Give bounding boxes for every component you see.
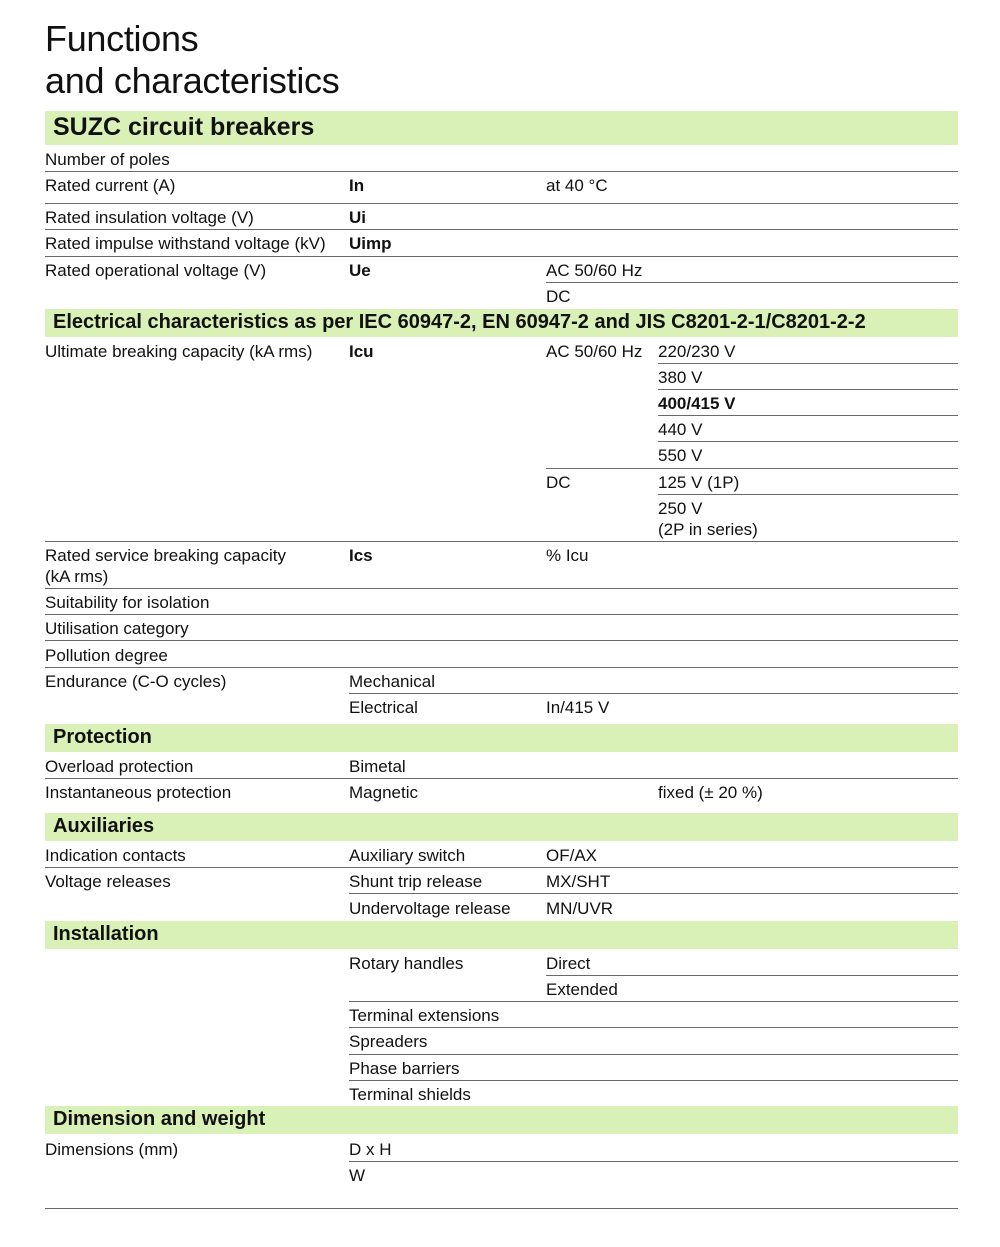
divider [349, 693, 958, 694]
divider [546, 468, 958, 469]
page-title-line1: Functions [45, 18, 199, 59]
section-title: Auxiliaries [53, 815, 155, 837]
divider [349, 1080, 958, 1081]
section-title: Installation [53, 923, 159, 945]
dimension-w: W [349, 1166, 366, 1185]
endurance-electrical: Electrical [349, 698, 418, 717]
divider [349, 1054, 958, 1055]
ue-ac: AC 50/60 Hz [546, 261, 643, 280]
row-label-utilisation-category: Utilisation category [45, 619, 189, 638]
endurance-mechanical: Mechanical [349, 672, 435, 691]
row-label-endurance: Endurance (C-O cycles) [45, 672, 227, 691]
symbol-ics: Ics [349, 546, 373, 565]
rotary-handles: Rotary handles [349, 954, 464, 973]
row-label-dimensions: Dimensions (mm) [45, 1140, 179, 1159]
icu-voltage: 220/230 V [658, 342, 736, 361]
divider [45, 588, 958, 589]
page-title-line2: and characteristics [45, 60, 340, 101]
row-label-rated-current: Rated current (A) [45, 176, 176, 195]
row-label-suitability-isolation: Suitability for isolation [45, 593, 210, 612]
section-title: Dimension and weight [53, 1108, 266, 1130]
row-label-voltage-releases: Voltage releases [45, 872, 171, 891]
row-label-overload-protection: Overload protection [45, 757, 194, 776]
icu-voltage-highlight: 400/415 V [658, 394, 736, 413]
divider [45, 229, 958, 230]
section-title: SUZC circuit breakers [53, 113, 315, 141]
section-title: Protection [53, 726, 152, 748]
divider [349, 1027, 958, 1028]
shunt-trip-code: MX/SHT [546, 872, 611, 891]
icu-dc-voltage-note: (2P in series) [658, 520, 758, 539]
undervoltage-code: MN/UVR [546, 899, 614, 918]
row-label-indication-contacts: Indication contacts [45, 846, 186, 865]
section-header-protection [45, 724, 958, 752]
section-header-installation [45, 921, 958, 949]
phase-barriers: Phase barriers [349, 1059, 460, 1078]
icu-dc-label: DC [546, 473, 571, 492]
ics-unit: % Icu [546, 546, 589, 565]
ue-dc: DC [546, 287, 571, 306]
symbol-icu: Icu [349, 342, 374, 361]
symbol-ui: Ui [349, 208, 366, 227]
divider [546, 975, 958, 976]
divider [546, 282, 958, 283]
divider [45, 867, 958, 868]
row-label-pollution-degree: Pollution degree [45, 646, 168, 665]
symbol-in: In [349, 176, 365, 195]
terminal-extensions: Terminal extensions [349, 1006, 500, 1025]
bottom-divider [45, 1208, 958, 1209]
instantaneous-type: Magnetic [349, 783, 418, 802]
indication-code: OF/AX [546, 846, 598, 865]
divider [45, 667, 958, 668]
section-header-electrical [45, 309, 958, 337]
divider [45, 541, 958, 542]
icu-dc-voltage: 250 V [658, 499, 703, 518]
icu-dc-voltage: 125 V (1P) [658, 473, 740, 492]
divider [349, 1001, 958, 1002]
divider [349, 1161, 958, 1162]
divider [45, 171, 958, 172]
row-label-number-of-poles: Number of poles [45, 150, 170, 169]
divider [658, 363, 958, 364]
indication-device: Auxiliary switch [349, 846, 466, 865]
divider [45, 256, 958, 257]
section-header-dimension [45, 1106, 958, 1134]
section-title: Electrical characteristics as per IEC 60947-2, EN 60947-2 and JIS C8201-2-1/C8201-2-2 [53, 311, 866, 333]
divider [658, 415, 958, 416]
row-label-service-breaking-capacity: Rated service breaking capacity [45, 546, 286, 565]
row-label-service-breaking-capacity-unit: (kA rms) [45, 567, 109, 586]
icu-voltage: 550 V [658, 446, 703, 465]
divider [45, 640, 958, 641]
row-label-operational-voltage: Rated operational voltage (V) [45, 261, 267, 280]
row-label-ultimate-breaking-capacity: Ultimate breaking capacity (kA rms) [45, 342, 313, 361]
shunt-trip-release: Shunt trip release [349, 872, 483, 891]
divider [45, 203, 958, 204]
dimension-dxh: D x H [349, 1140, 392, 1159]
icu-voltage: 380 V [658, 368, 703, 387]
undervoltage-release: Undervoltage release [349, 899, 511, 918]
row-label-insulation-voltage: Rated insulation voltage (V) [45, 208, 254, 227]
overload-type: Bimetal [349, 757, 406, 776]
section-header-auxiliaries [45, 813, 958, 841]
row-label-impulse-voltage: Rated impulse withstand voltage (kV) [45, 234, 326, 253]
icu-voltage: 440 V [658, 420, 703, 439]
symbol-uimp: Uimp [349, 234, 392, 253]
symbol-ue: Ue [349, 261, 371, 280]
spreaders: Spreaders [349, 1032, 428, 1051]
rotary-extended: Extended [546, 980, 618, 999]
section-header-general [45, 111, 958, 145]
divider [45, 778, 958, 779]
row-label-instantaneous-protection: Instantaneous protection [45, 783, 232, 802]
divider [349, 893, 958, 894]
instantaneous-setting: fixed (± 20 %) [658, 783, 763, 802]
endurance-electrical-condition: In/415 V [546, 698, 610, 717]
terminal-shields: Terminal shields [349, 1085, 471, 1104]
divider [658, 494, 958, 495]
condition-at-40c: at 40 °C [546, 176, 608, 195]
rotary-direct: Direct [546, 954, 591, 973]
icu-ac-label: AC 50/60 Hz [546, 342, 643, 361]
divider [658, 389, 958, 390]
divider [45, 614, 958, 615]
divider [658, 441, 958, 442]
